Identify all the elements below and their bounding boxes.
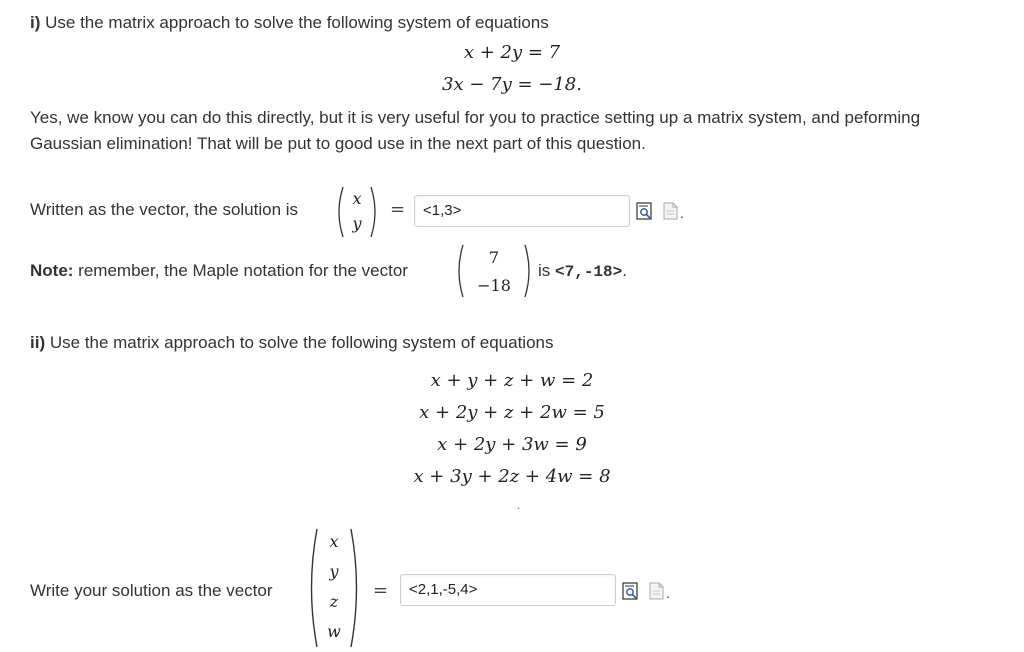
- part2-answer-input[interactable]: <2,1,-5,4>: [400, 574, 616, 606]
- part1-equation-1-text: x + 2y = 7: [463, 42, 561, 63]
- part1-equation-2-text: 3x − 7y = −18.: [442, 74, 582, 95]
- part2-solution-prompt: Write your solution as the vector: [30, 581, 273, 600]
- part2-trailing-period: .: [666, 585, 670, 601]
- part1-note-tail: [538, 260, 627, 283]
- part1-solution-prompt: Written as the vector, the solution is: [30, 200, 299, 219]
- part2-equation-3-text: x + 2y + 3w = 9: [437, 434, 587, 455]
- part2-equation-1: [0, 370, 1024, 391]
- part2-help-document-icon[interactable]: [648, 582, 666, 600]
- part1-equals: =: [390, 199, 406, 220]
- part1-note-is: is: [538, 261, 551, 280]
- part2-heading-text: Use the matrix approach to solve the following system of equations: [45, 333, 554, 352]
- part2-equation-3: [0, 434, 1024, 455]
- part1-note-vector-entry-2: −18: [477, 276, 511, 295]
- part2-vector-y: y: [329, 562, 339, 581]
- part2-equation-2-text: x + 2y + z + 2w = 5: [419, 402, 605, 423]
- part2-equals: =: [373, 580, 389, 601]
- part2-equation-4-text: x + 3y + 2z + 4w = 8: [413, 466, 611, 487]
- part1-equation-1: [0, 42, 1024, 63]
- part2-preview-icon[interactable]: [622, 582, 640, 600]
- part1-preview-icon[interactable]: [636, 202, 654, 220]
- part2-vector-z: z: [329, 592, 339, 611]
- part2-heading-label: ii): [30, 333, 46, 352]
- part1-equation-2: [0, 74, 1024, 95]
- part2-vector-x: x: [329, 532, 339, 551]
- part2-stray-dot: .: [517, 498, 521, 512]
- part2-equation-2: [0, 402, 1024, 423]
- part1-note-text: remember, the Maple notation for the vector: [73, 261, 408, 280]
- part1-help-document-icon[interactable]: [662, 202, 680, 220]
- part1-trailing-period: .: [680, 205, 684, 221]
- part1-heading-text: Use the matrix approach to solve the following system of equations: [40, 13, 549, 32]
- part1-note-vector: [454, 242, 534, 300]
- part2-equation-1-text: x + y + z + w = 2: [430, 370, 594, 391]
- part1-note-period: .: [622, 261, 627, 280]
- part2-solution-vector: [305, 526, 363, 650]
- part1-paragraph: Yes, we know you can do this directly, but it is very useful for you to practice setting up a matrix system, and peforming Gaussian elimination! That will be put to good use in the next part of this question.: [30, 108, 921, 153]
- part1-heading: [30, 12, 549, 34]
- part2-vector-w: w: [327, 622, 341, 641]
- part2-equation-4: [0, 466, 1024, 487]
- part1-note-vector-entry-1: 7: [488, 248, 500, 267]
- part1-vector-x: x: [352, 189, 362, 208]
- part1-solution-vector: [334, 184, 380, 240]
- part1-note-label: Note:: [30, 261, 74, 280]
- part1-note-code: <7,-18>: [555, 263, 623, 281]
- part1-answer-input[interactable]: <1,3>: [414, 195, 630, 227]
- part1-heading-label: i): [30, 13, 41, 32]
- part1-note: [30, 260, 408, 282]
- part1-vector-y: y: [352, 214, 362, 233]
- part2-heading: [30, 332, 553, 354]
